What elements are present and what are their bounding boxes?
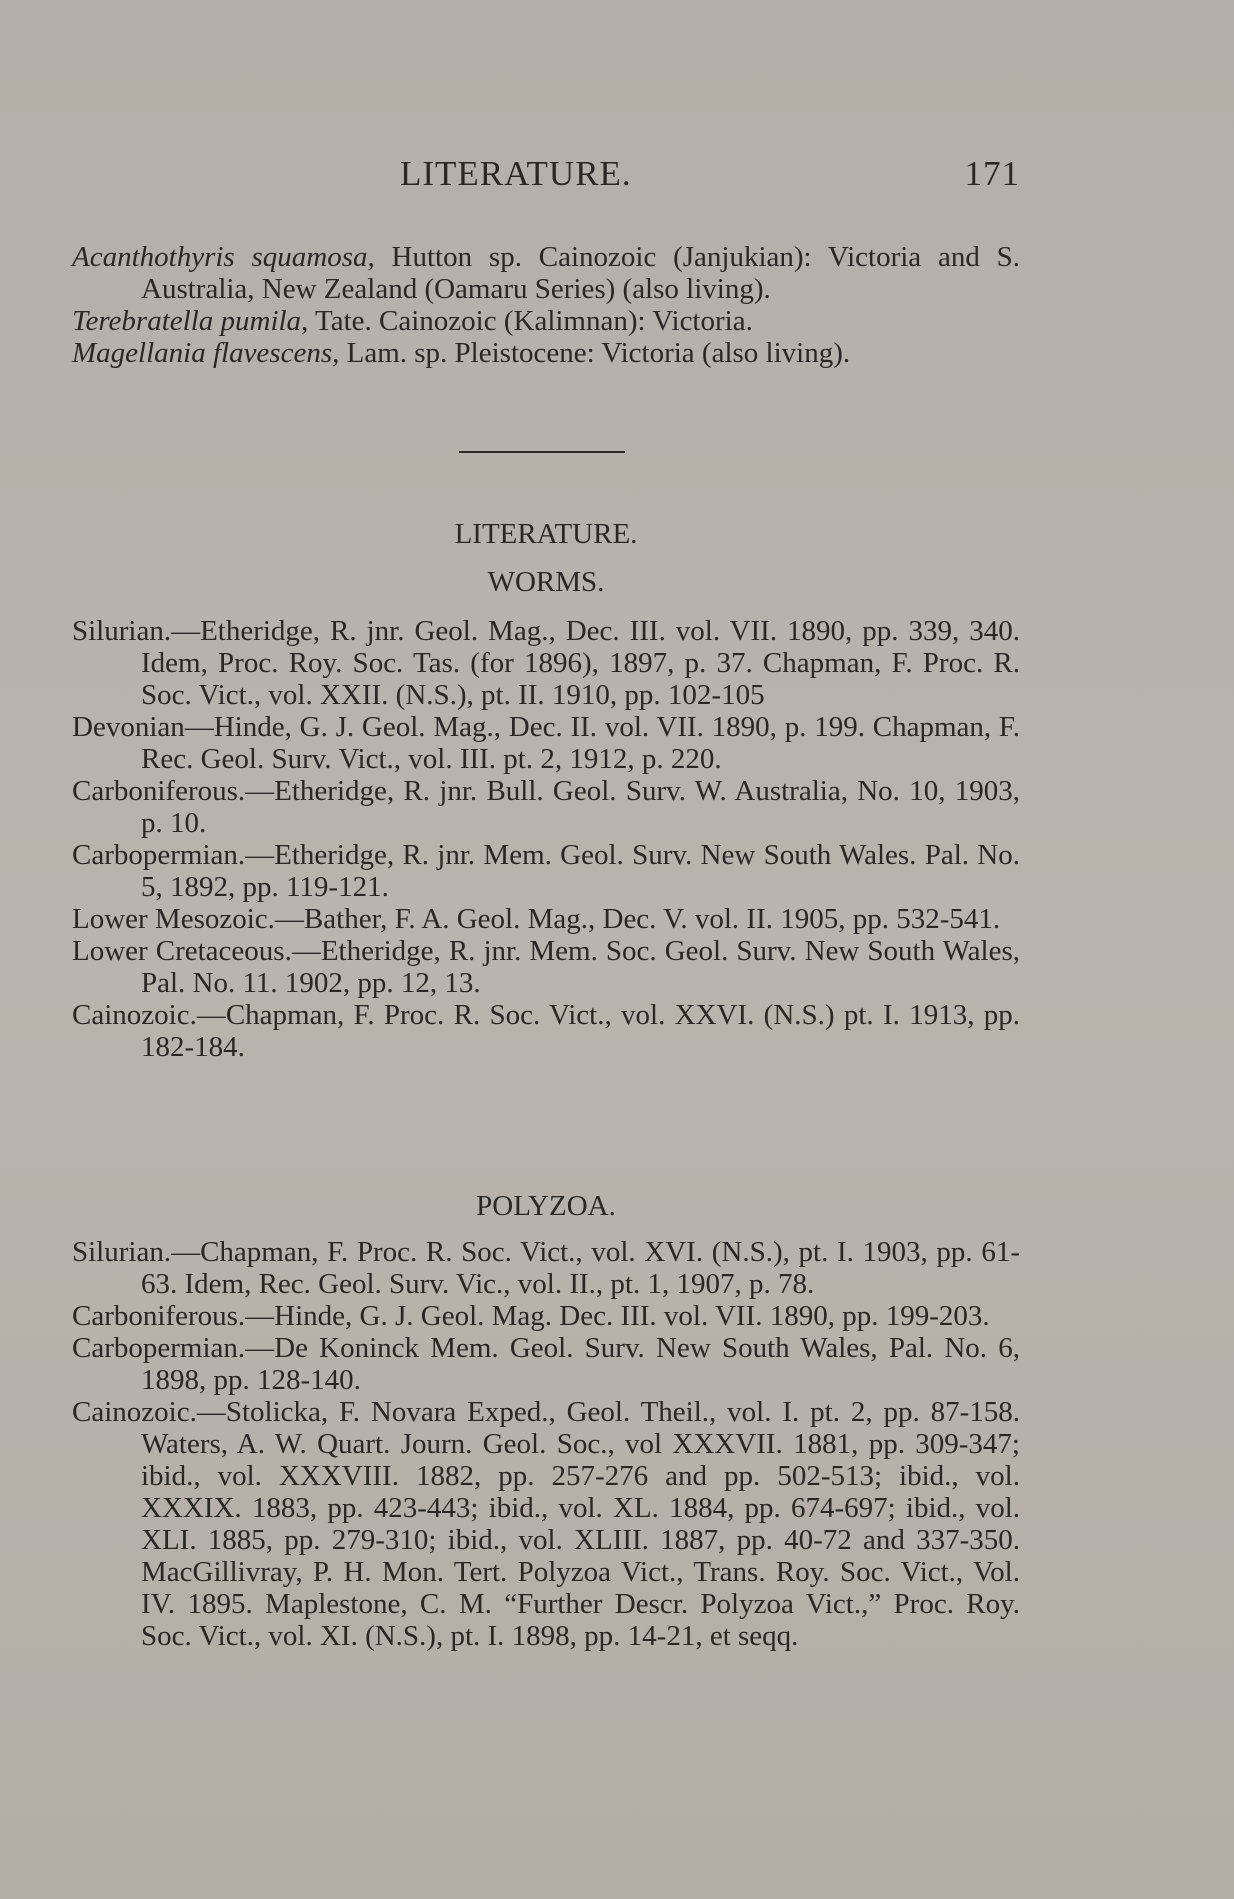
- reference-entry: Cainozoic.—Chapman, F. Proc. R. Soc. Vict., vol. XXVI. (N.S.) pt. I. 1913, pp. 182-184.: [72, 999, 1020, 1063]
- species-name: Magellania flavescens,: [72, 337, 340, 369]
- reference-entry: Devonian—Hinde, G. J. Geol. Mag., Dec. II. vol. VII. 1890, p. 199. Chapman, F. Rec. Geol. Surv. Vict., vol. III. pt. 2, 1912, p. 220.: [72, 711, 1020, 775]
- polyzoa-references: [72, 1236, 1020, 1652]
- section-divider: [459, 451, 625, 453]
- reference-entry: Silurian.—Etheridge, R. jnr. Geol. Mag., Dec. III. vol. VII. 1890, pp. 339, 340. Idem, Proc. Roy. Soc. Tas. (for 1896), 1897, p. 37. Chapman, F. Proc. R. Soc. Vict., vol. XXII. (N.S.), pt. II. 1910, pp. 102-105: [72, 615, 1020, 711]
- species-entry: [72, 241, 1020, 305]
- reference-entry: Carboniferous.—Hinde, G. J. Geol. Mag. Dec. III. vol. VII. 1890, pp. 199-203.: [72, 1300, 990, 1332]
- page-number: 171: [964, 154, 1020, 193]
- reference-entry: Carbopermian.—De Koninck Mem. Geol. Surv. New South Wales, Pal. No. 6, 1898, pp. 128-140.: [72, 1332, 1020, 1396]
- literature-heading: LITERATURE.: [454, 518, 638, 550]
- species-name: Terebratella pumila,: [72, 305, 309, 337]
- reference-entry: Carboniferous.—Etheridge, R. jnr. Bull. Geol. Surv. W. Australia, No. 10, 1903, p. 10.: [72, 775, 1020, 839]
- species-details: Lam. sp. Pleistocene: Victoria (also living).: [339, 337, 851, 369]
- species-list: [72, 241, 1020, 369]
- reference-entry: Cainozoic.—Stolicka, F. Novara Exped., Geol. Theil., vol. I. pt. 2, pp. 87-158. Waters, A. W. Quart. Journ. Geol. Soc., vol XXXVII. 1881, pp. 309-347; ibid., vol. XXXVIII. 1882, pp. 257-276 and pp. 502-513; ibid., vol. XXXIX. 1883, pp. 423-443; ibid., vol. XL. 1884, pp. 674-697; ibid., vol. XLI. 1885, pp. 279-310; ibid., vol. XLIII. 1887, pp. 40-72 and 337-350. MacGillivray, P. H. Mon. Tert. Polyzoa Vict., Trans. Roy. Soc. Vict., Vol. IV. 1895. Maplestone, C. M. “Further Descr. Polyzoa Vict.,” Proc. Roy. Soc. Vict., vol. XI. (N.S.), pt. I. 1898, pp. 14-21, et seqq.: [72, 1396, 1020, 1652]
- species-details: Tate. Cainozoic (Kalimnan): Victoria.: [308, 305, 753, 337]
- running-title: LITERATURE.: [400, 154, 632, 193]
- worms-references: [72, 615, 1020, 1063]
- reference-entry: Silurian.—Chapman, F. Proc. R. Soc. Vict., vol. XVI. (N.S.), pt. I. 1903, pp. 61-63. Idem, Rec. Geol. Surv. Vic., vol. II., pt. 1, 1907, p. 78.: [72, 1236, 1020, 1300]
- polyzoa-heading: POLYZOA.: [476, 1190, 616, 1222]
- species-entry: [72, 337, 1020, 369]
- species-name: Acanthothyris squamosa,: [72, 241, 375, 273]
- reference-entry: Carbopermian.—Etheridge, R. jnr. Mem. Geol. Surv. New South Wales. Pal. No. 5, 1892, pp. 119-121.: [72, 839, 1020, 903]
- reference-entry: Lower Mesozoic.—Bather, F. A. Geol. Mag., Dec. V. vol. II. 1905, pp. 532-541.: [72, 903, 1001, 935]
- reference-entry: Lower Cretaceous.—Etheridge, R. jnr. Mem. Soc. Geol. Surv. New South Wales, Pal. No. 11. 1902, pp. 12, 13.: [72, 935, 1020, 999]
- species-entry: [72, 305, 1020, 337]
- species-details: Hutton sp. Cainozoic (Janjukian): Victoria and S. Australia, New Zealand (Oamaru Series) (also living).: [141, 241, 1020, 305]
- worms-heading: WORMS.: [487, 566, 605, 598]
